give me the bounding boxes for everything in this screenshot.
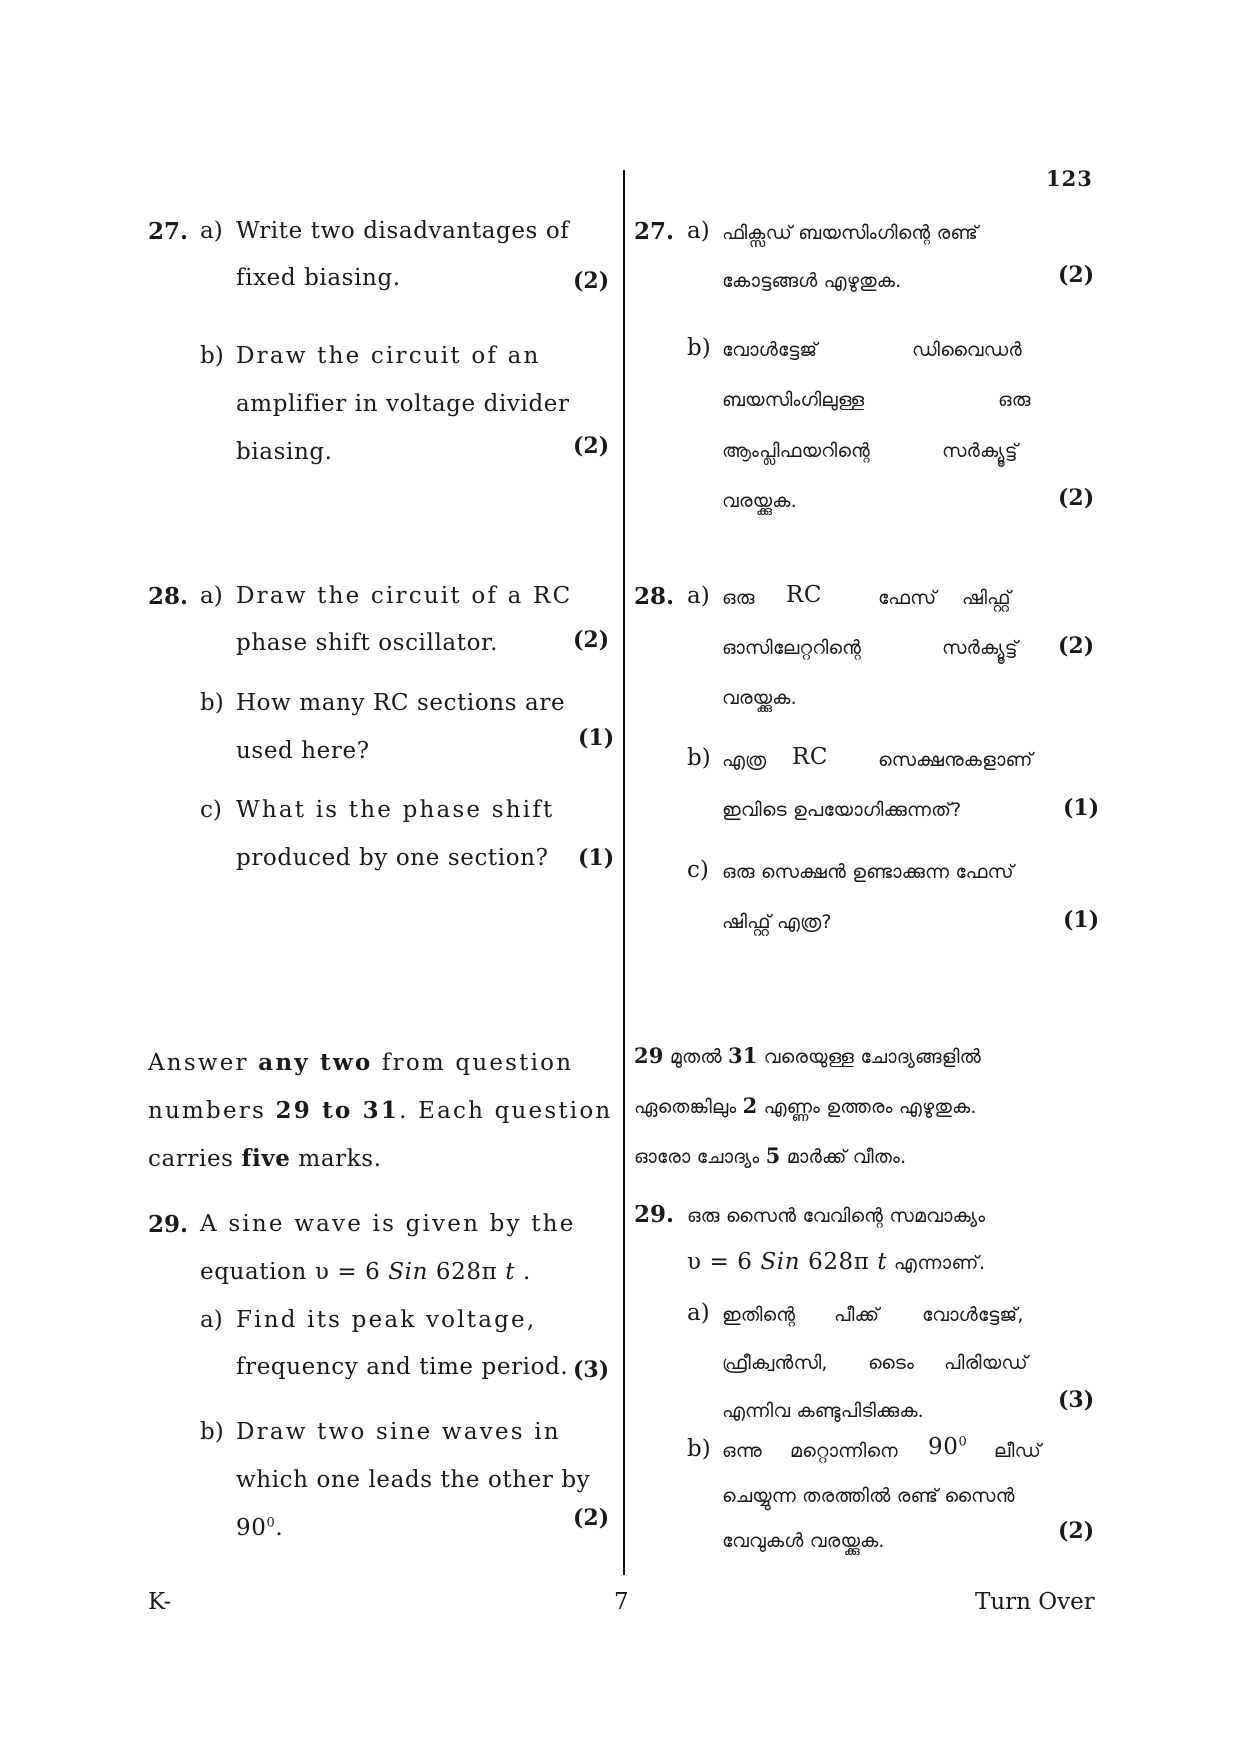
marks: (2) [573, 433, 610, 459]
question-text: ലീഡ് [994, 1440, 1042, 1462]
instruction-text: ഓരോ ചോദ്യം [634, 1146, 766, 1168]
question-text: കോട്ടങ്ങൾ എഴുതുക. [722, 270, 902, 292]
question-text: ഒന്നു [722, 1440, 762, 1462]
degree-value: 90 [928, 1434, 959, 1460]
degree-superscript: 0 [958, 1434, 968, 1450]
question-text: എത്ര [722, 749, 767, 771]
instruction-text: marks. [290, 1146, 382, 1172]
instruction-line [634, 1143, 906, 1168]
question-text: സെക്ഷനുകളാണ് [878, 749, 1033, 771]
subpart-label: b) [200, 343, 224, 369]
question-text: ബയസിംഗിലുള്ള [722, 389, 865, 411]
marks: (2) [1058, 633, 1095, 659]
question-text: ഫ്രീക്വൻസി, [722, 1352, 828, 1374]
question-text: frequency and time period. [236, 1354, 569, 1380]
instruction-text: . Each question [399, 1098, 613, 1124]
subpart-label: b) [200, 690, 224, 716]
instruction-number: 2 [742, 1093, 758, 1118]
instruction-line [634, 1043, 981, 1068]
footer-left: K- [148, 1589, 172, 1615]
question-text: Write two disadvantages of [236, 218, 570, 244]
instruction-number: 5 [765, 1143, 781, 1168]
subpart-label: a) [200, 583, 223, 609]
question-text: മറ്റൊന്നിനെ [790, 1440, 898, 1462]
marks: (3) [573, 1357, 610, 1383]
marks: (2) [573, 627, 610, 653]
instruction-text: ഏതെങ്കിലും [634, 1096, 743, 1118]
question-text: Find its peak voltage, [236, 1307, 537, 1333]
question-text: ഡിവൈഡർ [912, 339, 1022, 361]
equation-symbol: υ [314, 1259, 330, 1285]
question-text: biasing. [236, 439, 333, 465]
equation-text: 628π [428, 1259, 506, 1285]
question-text: Draw two sine waves in [236, 1419, 561, 1445]
question-text: used here? [236, 738, 370, 764]
instruction-number: 29 [634, 1043, 664, 1068]
degree-superscript: 0 [266, 1515, 276, 1531]
question-text: equation [200, 1259, 315, 1285]
instruction-text: വരെയുള്ള ചോദ്യങ്ങളിൽ [757, 1046, 982, 1068]
question-number: 27. [634, 218, 675, 245]
question-text: പീക്ക് [834, 1304, 880, 1326]
degree-value: 90 [236, 1515, 267, 1541]
question-text: വരയ്ക്കുക. [722, 687, 797, 709]
instruction-emphasis: 29 to 31 [275, 1097, 400, 1124]
instruction-text: മുതൽ [663, 1046, 728, 1068]
instruction-text: മാർക്ക് വീതം. [780, 1146, 907, 1168]
question-text: വരയ്ക്കുക. [722, 490, 797, 512]
question-text: Draw the circuit of an [236, 343, 541, 369]
question-text: ഫിക്സഡ് ബയസിംഗിന്റെ രണ്ട് [722, 222, 979, 244]
subpart-label: b) [687, 745, 711, 771]
question-text: ഇവിടെ ഉപയോഗിക്കുന്നത്? [722, 799, 962, 821]
question-text: fixed biasing. [236, 265, 401, 291]
question-text: ഒരു [998, 389, 1031, 411]
marks: (1) [1063, 907, 1100, 933]
equation-variable: t [877, 1249, 888, 1275]
question-text: സർക്യൂട്ട് [942, 637, 1018, 659]
question-text: വേവുകൾ വരയ്ക്കുക. [722, 1530, 885, 1552]
question-number: 29. [148, 1211, 189, 1238]
subpart-label: a) [200, 218, 223, 244]
equation-text: = 6 [329, 1259, 389, 1285]
question-number: 29. [634, 1201, 675, 1228]
question-text: RC [792, 744, 829, 770]
question-text: ടൈം [868, 1352, 915, 1374]
marks: (2) [1058, 485, 1095, 511]
equation-line [200, 1259, 531, 1285]
marks: (3) [1058, 1387, 1095, 1413]
subpart-label: b) [687, 335, 711, 361]
equation-function: Sin [388, 1259, 429, 1285]
question-text: A sine wave is given by the [200, 1211, 576, 1237]
instruction-emphasis: any two [258, 1049, 373, 1076]
instruction-text: carries [148, 1146, 242, 1172]
subpart-label: a) [687, 583, 710, 609]
instruction-text: Answer [148, 1050, 259, 1076]
question-text: How many RC sections are [236, 690, 566, 716]
instruction-text: എണ്ണം ഉത്തരം എഴുതുക. [757, 1096, 977, 1118]
question-text: സർക്യൂട്ട് [942, 440, 1018, 462]
marks: (2) [1058, 1518, 1095, 1544]
subpart-label: c) [687, 857, 709, 883]
subpart-label: c) [200, 797, 222, 823]
instruction-line [148, 1097, 612, 1124]
instruction-number: 31 [727, 1043, 758, 1068]
marks: (1) [578, 845, 615, 871]
question-text: ചെയ്യുന്ന തരത്തിൽ രണ്ട് സൈൻ [722, 1485, 1015, 1507]
question-text: which one leads the other by [236, 1467, 591, 1493]
column-divider [623, 170, 625, 1575]
question-text: phase shift oscillator. [236, 630, 498, 656]
marks: (2) [1058, 262, 1095, 288]
question-text: produced by one section? [236, 845, 549, 871]
subpart-label: a) [200, 1307, 223, 1333]
subpart-label: a) [687, 1300, 710, 1326]
question-text: പിരിയഡ് [944, 1352, 1028, 1374]
equation-text: . [515, 1259, 531, 1285]
equation-variable: t [505, 1259, 516, 1285]
subpart-label: b) [687, 1436, 711, 1462]
question-text [236, 1515, 283, 1541]
page-number: 7 [614, 1589, 629, 1615]
question-text: RC [786, 582, 823, 608]
question-text: ഒരു [722, 587, 755, 609]
instruction-emphasis: five [241, 1145, 291, 1172]
question-text: ഫേസ് [878, 587, 937, 609]
subpart-label: b) [200, 1419, 224, 1445]
equation-symbol: υ [687, 1249, 702, 1275]
instruction-line [634, 1093, 977, 1118]
instruction-line [148, 1145, 382, 1172]
question-text: ഷിഫ്റ്റ് എത്ര? [722, 911, 832, 933]
equation-function: Sin [760, 1249, 801, 1275]
equation-text: 628π [800, 1249, 878, 1275]
question-text: ഓസിലേറ്ററിന്റെ [722, 637, 862, 659]
marks: (2) [573, 268, 610, 294]
question-text: amplifier in voltage divider [236, 391, 570, 417]
instruction-text: from question [372, 1050, 574, 1076]
question-text: Draw the circuit of a RC [236, 583, 573, 609]
page-code: 123 [1046, 166, 1093, 191]
question-text: എന്നിവ കണ്ടുപിടിക്കുക. [722, 1400, 924, 1422]
question-number: 28. [148, 583, 189, 610]
question-text [928, 1434, 967, 1460]
equation-text: എന്നാണ്. [887, 1252, 986, 1274]
question-text: ഷിഫ്റ്റ് [962, 587, 1011, 609]
marks: (1) [578, 725, 615, 751]
question-text: What is the phase shift [236, 797, 555, 823]
question-number: 27. [148, 218, 189, 245]
instruction-line [148, 1049, 573, 1076]
question-text: . [275, 1515, 284, 1541]
equation-text: = 6 [701, 1249, 761, 1275]
question-text: വോൾട്ടേജ്, [922, 1304, 1024, 1326]
marks: (2) [573, 1505, 610, 1531]
question-number: 28. [634, 583, 675, 610]
question-text: ഒരു സെക്ഷൻ ഉണ്ടാക്കുന്ന ഫേസ് [722, 861, 1014, 883]
marks: (1) [1063, 795, 1100, 821]
equation-line [687, 1249, 986, 1275]
question-text: ഒരു സൈൻ വേവിന്റെ സമവാക്യം [687, 1205, 986, 1227]
subpart-label: a) [687, 218, 710, 244]
footer-turn-over: Turn Over [975, 1589, 1095, 1615]
question-text: വോൾട്ടേജ് [722, 339, 818, 361]
question-text: ആംപ്ലിഫയറിന്റെ [722, 440, 870, 462]
instruction-text: numbers [148, 1098, 276, 1124]
question-text: ഇതിന്റെ [722, 1304, 796, 1326]
